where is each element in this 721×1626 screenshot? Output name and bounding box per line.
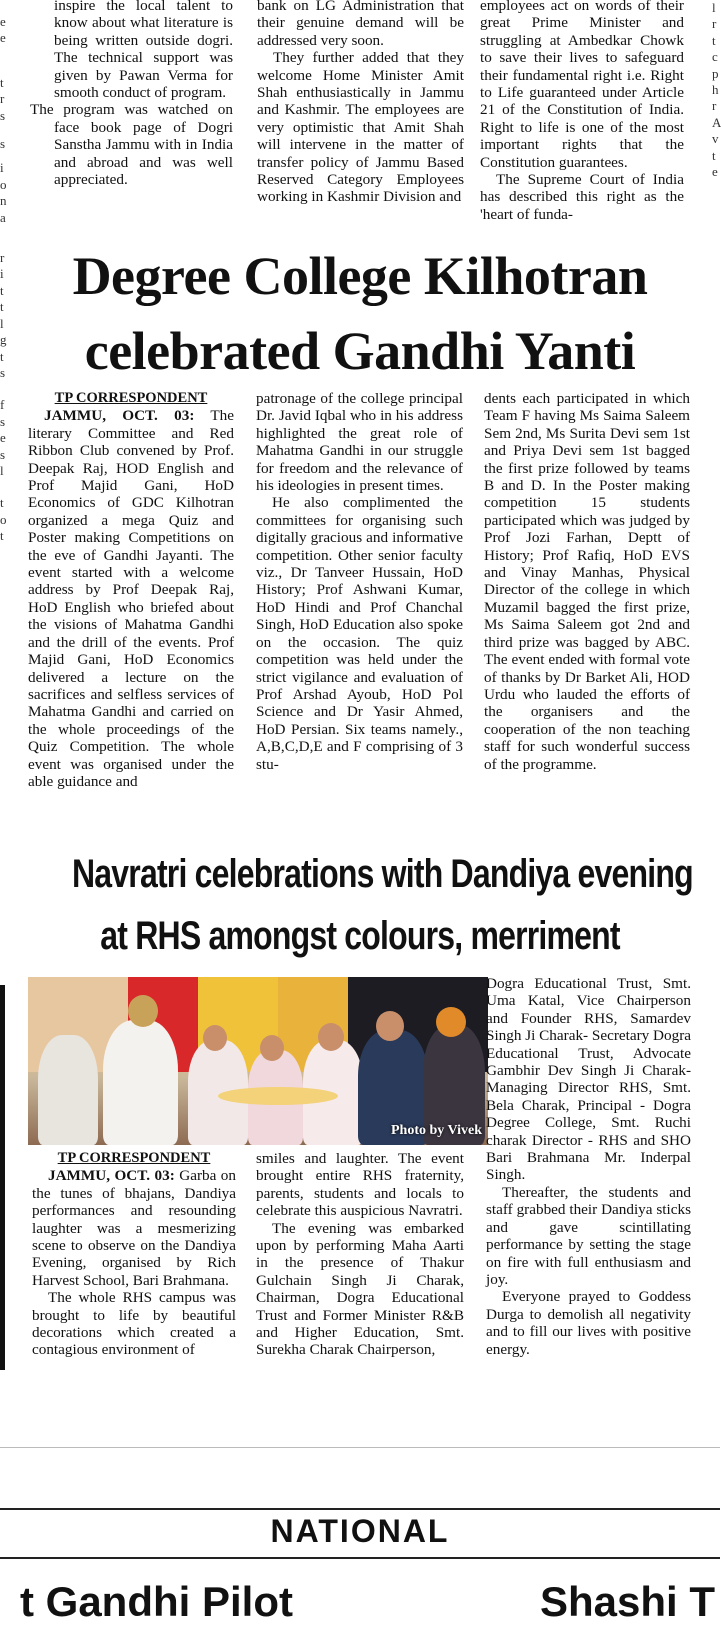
edge-letter: e (0, 30, 6, 46)
edge-letter: o (0, 511, 7, 527)
person-head (128, 995, 158, 1027)
navratri-event-photo (28, 977, 488, 1145)
edge-letter: h (712, 82, 719, 98)
edge-letter: A (712, 114, 721, 130)
edge-letter: c (712, 49, 718, 65)
page-divider-rule (0, 1447, 720, 1448)
paragraph: The program was watched on face book page of Dogri Sanstha Jammu with in India and abroad and was well appreciated. (30, 101, 233, 189)
cutoff-headline-left: t Gandhi Pilot (20, 1578, 293, 1625)
section-rule (0, 1508, 720, 1510)
edge-letter: s (0, 107, 6, 123)
edge-letter: t (0, 348, 4, 364)
kilhotran-column-3 (484, 390, 690, 773)
paragraph-text: Garba on the tunes of bhajans, Dandiya performances and resounding laughter was a mesmerizing scene to observe on the Dandiya Evening, organised by Rich Harvest School, Bari Brahmana. (32, 1167, 236, 1289)
left-edge-black-bar (0, 985, 5, 1370)
kilhotran-headline-line-1: Degree College Kilhotran (72, 246, 648, 306)
edge-letter: r (0, 91, 5, 107)
paragraph: patronage of the college principal Dr. Javid Iqbal who in his address highlighted the great role of Mahatma Gandhi in our struggle for freedom and the relevance of his ideologies in present times. (256, 390, 463, 495)
paragraph: The whole RHS campus was brought to life by beautiful decorations which created a contagious environment of (32, 1289, 236, 1359)
person-figure (38, 1035, 98, 1145)
navratri-column-3 (486, 975, 691, 1358)
edge-letter: r (712, 16, 717, 32)
edge-letter: l (0, 315, 4, 331)
edge-letter: s (0, 136, 6, 152)
edge-letter: g (0, 332, 7, 348)
paragraph: inspire the local talent to know about what literature is being written outside dogri. The technical support was given by Pawan Verma for smooth conduct of program. (54, 0, 233, 102)
edge-letter: t (0, 528, 4, 544)
paragraph: bank on LG Administration that their genuine demand will be addressed very soon. (257, 0, 464, 49)
edge-letter: s (0, 413, 6, 429)
person-head (318, 1023, 344, 1051)
person-head (260, 1035, 284, 1061)
edge-letter: n (0, 193, 7, 209)
person-figure (103, 1020, 178, 1145)
kilhotran-column-2 (256, 390, 463, 773)
kilhotran-column-1 (28, 390, 234, 790)
edge-letter: t (0, 282, 4, 298)
edge-letter: a (0, 209, 6, 225)
person-head (436, 1007, 466, 1037)
dateline: JAMMU, OCT. 03: (44, 407, 195, 425)
section-label: NATIONAL (270, 1513, 450, 1549)
right-edge-cutoff-column (712, 0, 720, 180)
top-story-column-3 (480, 0, 684, 223)
paragraph: Everyone prayed to Goddess Durga to demolish all negativity and to fill our lives with positive energy. (486, 1288, 691, 1358)
paragraph: smiles and laughter. The event brought entire RHS fraternity, parents, students and locals to celebrate this auspicious Navratri. (256, 1150, 464, 1220)
paragraph: Dogra Educational Trust, Smt. Uma Katal, Vice Chairperson and Founder RHS, Samardev Singh Ji Charak- Secretary Dogra Educational Trust, Advocate Gambhir Dev Singh Ji Charak- Managing Director RHS, Smt. Bela Charak, Principal - Dogra Degree College, Smt. Ruchi charak Director - RHS and SHO Bari Brahmana Mr. Inderpal Singh. (486, 975, 691, 1184)
paragraph: They further added that they welcome Home Minister Amit Shah enthusiastically in Jammu and Kashmir. The employees are very optimistic that Amit Shah will intervene in the matter of transfer policy of Jammu Based Reserved Category Employees working in Kashmir Division and (257, 49, 464, 206)
edge-letter: t (0, 495, 4, 511)
edge-letter: f (0, 397, 5, 413)
navratri-headline-line-1: Navratri celebrations with Dandiya evening (72, 852, 693, 896)
top-story-column-1 (30, 0, 233, 188)
paragraph: Thereafter, the students and staff grabbed their Dandiya sticks and gave scintillating performance by setting the stage on fire with full enthusiasm and joy. (486, 1183, 691, 1288)
edge-letter: l (0, 462, 4, 478)
cutoff-headline-right: Shashi T (540, 1578, 716, 1625)
paragraph: The evening was embarked upon by performing Maha Aarti in the presence of Thakur Gulchain Singh Ji Charak, Chairman, Dogra Educational Trust and Former Minister R&B and Higher Education, Smt. Surekha Charak Chairperson, (256, 1219, 464, 1359)
edge-letter: t (712, 147, 716, 163)
byline: TP CORRESPONDENT (57, 1150, 211, 1166)
edge-letter: r (712, 98, 717, 114)
edge-letter: l (712, 0, 716, 15)
dateline: JAMMU, OCT. 03: (48, 1167, 175, 1185)
aarti-plate (218, 1087, 338, 1105)
edge-letter: s (0, 364, 6, 380)
edge-letter: e (0, 14, 6, 29)
edge-letter: s (0, 446, 6, 462)
edge-letter: r (0, 250, 5, 266)
person-head (376, 1011, 404, 1041)
edge-letter: p (712, 65, 719, 81)
top-story-column-2 (257, 0, 464, 206)
edge-letter: t (712, 32, 716, 48)
paragraph: He also complimented the committees for organising such digitally gracious and informative competition. Other senior faculty viz., Dr Tanveer Hussain, HoD History; Prof Ashwani Kumar, HoD Hindi and Prof Chanchal Singh, HoD Education also spoke on the occasion. The quiz competition was held under the strict vigilance and evaluation of Prof Arshad Ayoub, HoD Pol Science and Dr Yasir Ahmed, HoD Persian. Six teams namely., A,B,C,D,E and F comprising of 3 stu- (256, 494, 463, 773)
paragraph-text: The literary Committee and Red Ribbon Club convened by Prof. Deepak Raj, HOD English and Prof Majid Gani, HoD Economics of GDC Kilhotran organized a mega Quiz and Poster making Competitions on the eve of Gandhi Jayanti. The event started with a welcome address by Prof Deepak Raj, HoD English who briefed about the visions of Mahatma Gandhi and the drill of the events. Prof Majid Gani, HoD Economics delivered a lecture on the sacrifices and selfless services of Mahatma Gandhi and carried on the whole proceedings of the Quiz Competition. The whole event was organised under the able guidance and (28, 407, 234, 790)
paragraph (32, 1167, 236, 1289)
section-rule (0, 1557, 720, 1559)
kilhotran-headline-line-2: celebrated Gandhi Yanti (84, 321, 636, 381)
paragraph (28, 407, 234, 790)
edge-letter: v (712, 131, 719, 147)
navratri-column-2 (256, 1150, 464, 1359)
edge-letter: t (0, 299, 4, 315)
byline: TP CORRESPONDENT (54, 390, 208, 406)
edge-letter: e (0, 430, 6, 446)
navratri-headline-line-2: at RHS amongst colours, merriment (100, 914, 620, 958)
edge-letter: i (0, 266, 4, 282)
edge-letter: i (0, 160, 4, 176)
photo-caption: Photo by Vivek (390, 1123, 482, 1138)
paragraph: employees act on words of their great Prime Minister and struggling at Ambedkar Chowk to save their lives to safeguard their fundamental right i.e. Right to Life guaranteed under Article 21 of the Constitution of India. Right to life is one of the most important rights that the Constitution guarantees. (480, 0, 684, 171)
paragraph: The Supreme Court of India has described this right as the 'heart of funda- (480, 171, 684, 223)
navratri-column-1 (32, 1150, 236, 1359)
edge-letter: t (0, 74, 4, 90)
edge-letter: e (712, 164, 718, 180)
person-head (203, 1025, 227, 1051)
edge-letter: o (0, 176, 7, 192)
paragraph: dents each participated in which Team F having Ms Saima Saleem Sem 2nd, Ms Surita Devi sem 1st and Priya Devi sem 1st bagged the first prize followed by teams B and D. In the Poster making competition 15 students participated which was judged by Prof Jozi Farhan, Deptt of History; Prof Rafiq, HoD EVS and Vinay Manhas, Physical Director of the college in which Muzamil bagged the first prize, Ms Saima Saleem got 2nd and third prize was bagged by ABC. The event ended with formal vote of thanks by Dr Barket Ali, HOD Urdu who lauded the efforts of the organisers and the cooperation of the non teaching staff for such wonderful success of the programme. (484, 390, 690, 773)
